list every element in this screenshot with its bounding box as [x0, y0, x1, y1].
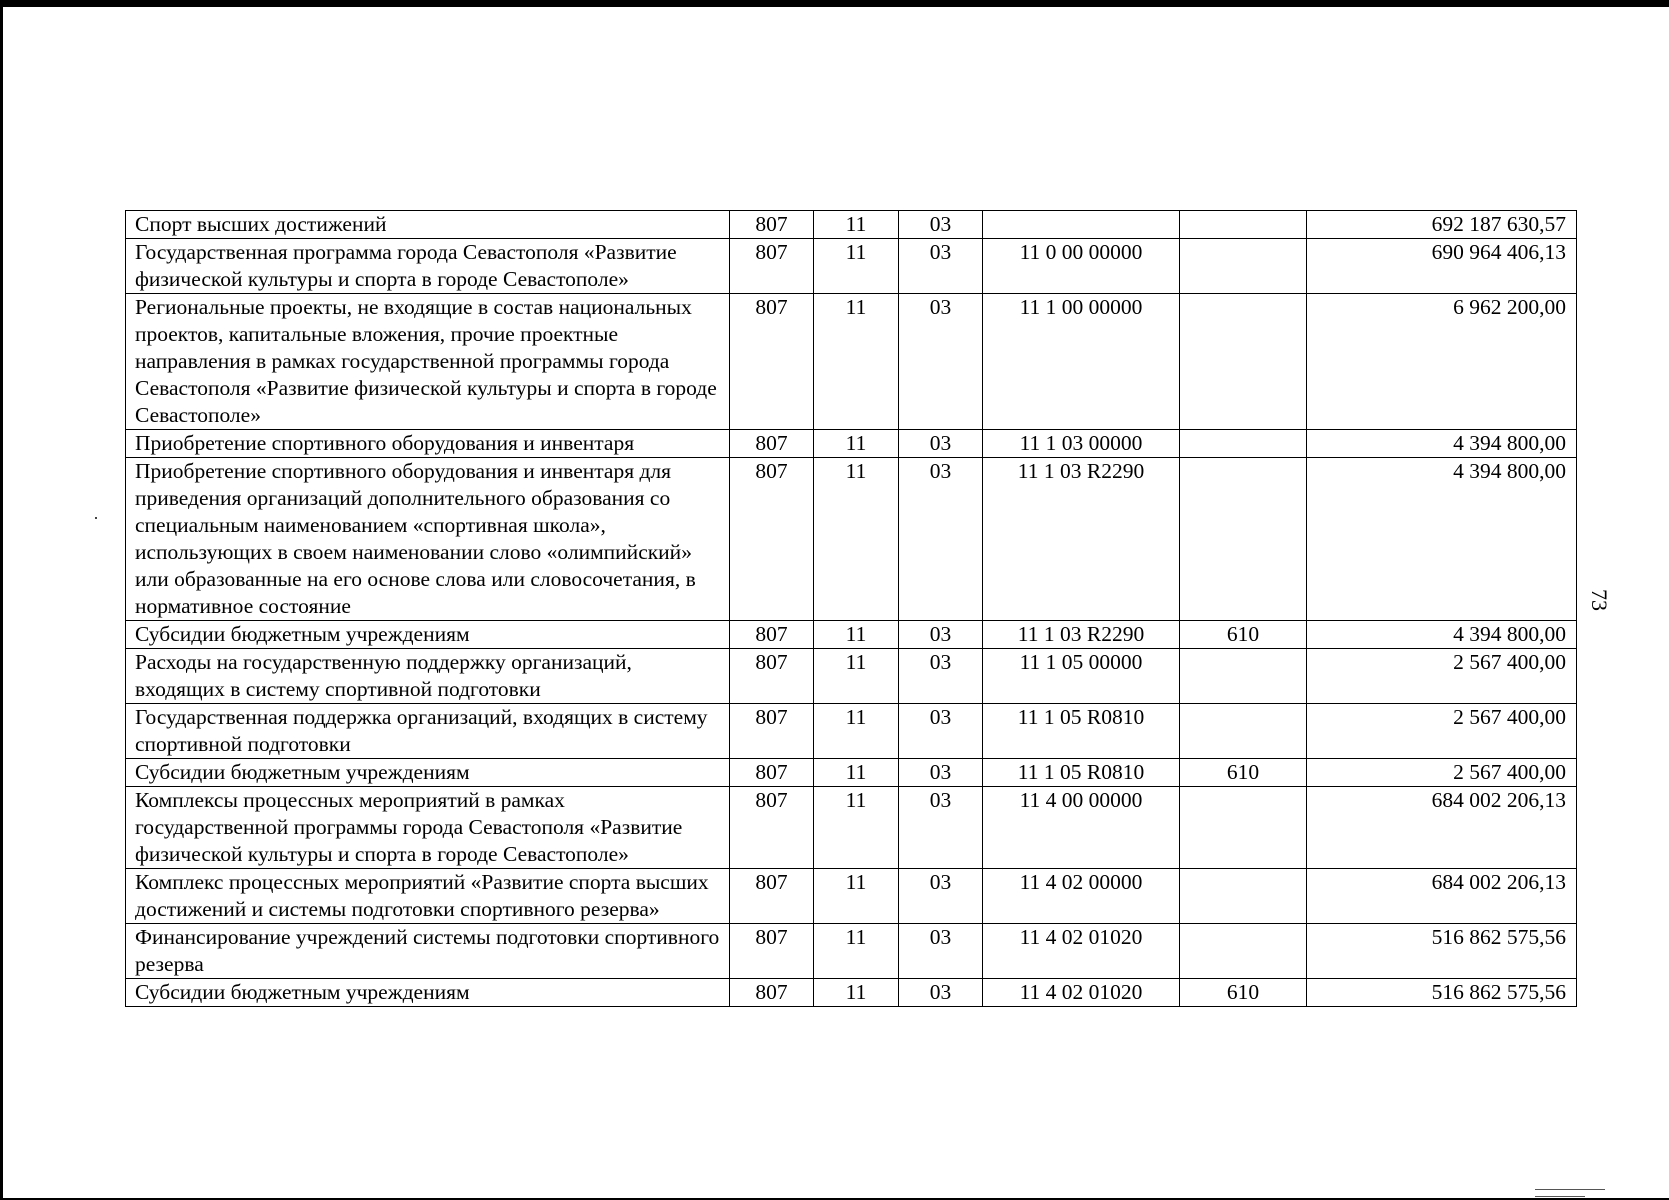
- amount-cell: 684 002 206,13: [1307, 869, 1577, 924]
- ministry-code-cell: 807: [730, 458, 814, 621]
- ministry-code-cell: 807: [730, 869, 814, 924]
- section-code-cell: 11: [814, 621, 899, 649]
- amount-cell: 516 862 575,56: [1307, 979, 1577, 1007]
- amount-cell: 690 964 406,13: [1307, 239, 1577, 294]
- budget-table: [125, 210, 1577, 1007]
- ministry-code-cell: 807: [730, 239, 814, 294]
- subsection-code-cell: 03: [899, 649, 983, 704]
- table-row: [126, 924, 1577, 979]
- ministry-code-cell: 807: [730, 704, 814, 759]
- scan-dash-mark: [1535, 1196, 1585, 1197]
- section-code-cell: 11: [814, 869, 899, 924]
- target-article-cell: 11 1 03 R2290: [983, 621, 1180, 649]
- subsection-code-cell: 03: [899, 979, 983, 1007]
- section-code-cell: 11: [814, 787, 899, 869]
- ministry-code-cell: 807: [730, 787, 814, 869]
- expense-type-cell: [1180, 924, 1307, 979]
- amount-cell: 4 394 800,00: [1307, 430, 1577, 458]
- budget-table-body: [126, 211, 1577, 1007]
- ministry-code-cell: 807: [730, 759, 814, 787]
- expense-type-cell: [1180, 239, 1307, 294]
- target-article-cell: 11 4 02 01020: [983, 924, 1180, 979]
- expense-name-cell: Финансирование учреждений системы подготовки спортивного резерва: [126, 924, 730, 979]
- table-row: [126, 649, 1577, 704]
- target-article-cell: 11 1 03 00000: [983, 430, 1180, 458]
- table-row: [126, 239, 1577, 294]
- section-code-cell: 11: [814, 430, 899, 458]
- target-article-cell: 11 0 00 00000: [983, 239, 1180, 294]
- subsection-code-cell: 03: [899, 869, 983, 924]
- expense-type-cell: [1180, 458, 1307, 621]
- amount-cell: 4 394 800,00: [1307, 458, 1577, 621]
- subsection-code-cell: 03: [899, 787, 983, 869]
- section-code-cell: 11: [814, 458, 899, 621]
- table-row: [126, 294, 1577, 430]
- target-article-cell: 11 1 05 00000: [983, 649, 1180, 704]
- target-article-cell: 11 4 00 00000: [983, 787, 1180, 869]
- expense-name-cell: Региональные проекты, не входящие в состав национальных проектов, капитальные вложения, прочие проектные направления в рамках государственной программы города Севастополя «Развитие физической культуры и спорта в городе Севастополе»: [126, 294, 730, 430]
- target-article-cell: 11 4 02 00000: [983, 869, 1180, 924]
- expense-name-cell: Государственная программа города Севастополя «Развитие физической культуры и спорта в городе Севастополе»: [126, 239, 730, 294]
- expense-type-cell: [1180, 649, 1307, 704]
- section-code-cell: 11: [814, 294, 899, 430]
- table-row: [126, 430, 1577, 458]
- section-code-cell: 11: [814, 239, 899, 294]
- subsection-code-cell: 03: [899, 239, 983, 294]
- table-row: [126, 458, 1577, 621]
- scan-edge-top: [0, 0, 1669, 7]
- amount-cell: 2 567 400,00: [1307, 704, 1577, 759]
- subsection-code-cell: 03: [899, 211, 983, 239]
- amount-cell: 6 962 200,00: [1307, 294, 1577, 430]
- expense-type-cell: 610: [1180, 621, 1307, 649]
- ministry-code-cell: 807: [730, 294, 814, 430]
- ministry-code-cell: 807: [730, 979, 814, 1007]
- expense-name-cell: Субсидии бюджетным учреждениям: [126, 759, 730, 787]
- ministry-code-cell: 807: [730, 924, 814, 979]
- section-code-cell: 11: [814, 979, 899, 1007]
- target-article-cell: 11 1 05 R0810: [983, 759, 1180, 787]
- section-code-cell: 11: [814, 924, 899, 979]
- expense-name-cell: Расходы на государственную поддержку организаций, входящих в систему спортивной подготовки: [126, 649, 730, 704]
- scan-edge-left: [0, 0, 3, 1200]
- expense-type-cell: [1180, 869, 1307, 924]
- target-article-cell: 11 1 00 00000: [983, 294, 1180, 430]
- scan-dash-mark: [1535, 1189, 1605, 1190]
- table-row: [126, 704, 1577, 759]
- subsection-code-cell: 03: [899, 704, 983, 759]
- expense-name-cell: Приобретение спортивного оборудования и инвентаря: [126, 430, 730, 458]
- expense-type-cell: [1180, 704, 1307, 759]
- target-article-cell: 11 1 03 R2290: [983, 458, 1180, 621]
- subsection-code-cell: 03: [899, 294, 983, 430]
- expense-type-cell: 610: [1180, 759, 1307, 787]
- target-article-cell: 11 1 05 R0810: [983, 704, 1180, 759]
- amount-cell: 2 567 400,00: [1307, 759, 1577, 787]
- section-code-cell: 11: [814, 211, 899, 239]
- scan-speck: [95, 517, 97, 519]
- amount-cell: 692 187 630,57: [1307, 211, 1577, 239]
- subsection-code-cell: 03: [899, 621, 983, 649]
- amount-cell: 516 862 575,56: [1307, 924, 1577, 979]
- subsection-code-cell: 03: [899, 759, 983, 787]
- ministry-code-cell: 807: [730, 649, 814, 704]
- amount-cell: 2 567 400,00: [1307, 649, 1577, 704]
- ministry-code-cell: 807: [730, 621, 814, 649]
- subsection-code-cell: 03: [899, 458, 983, 621]
- section-code-cell: 11: [814, 759, 899, 787]
- expense-type-cell: [1180, 211, 1307, 239]
- amount-cell: 684 002 206,13: [1307, 787, 1577, 869]
- table-row: [126, 759, 1577, 787]
- table-row: [126, 211, 1577, 239]
- table-row: [126, 787, 1577, 869]
- table-row: [126, 979, 1577, 1007]
- expense-name-cell: Комплекс процессных мероприятий «Развитие спорта высших достижений и системы подготовки спортивного резерва»: [126, 869, 730, 924]
- target-article-cell: 11 4 02 01020: [983, 979, 1180, 1007]
- page-number: 73: [1587, 589, 1612, 611]
- section-code-cell: 11: [814, 704, 899, 759]
- ministry-code-cell: 807: [730, 211, 814, 239]
- expense-name-cell: Государственная поддержка организаций, входящих в систему спортивной подготовки: [126, 704, 730, 759]
- expense-type-cell: [1180, 430, 1307, 458]
- expense-name-cell: Субсидии бюджетным учреждениям: [126, 621, 730, 649]
- subsection-code-cell: 03: [899, 924, 983, 979]
- expense-name-cell: Комплексы процессных мероприятий в рамках государственной программы города Севастополя «Развитие физической культуры и спорта в городе Севастополе»: [126, 787, 730, 869]
- expense-type-cell: [1180, 787, 1307, 869]
- amount-cell: 4 394 800,00: [1307, 621, 1577, 649]
- table-row: [126, 621, 1577, 649]
- subsection-code-cell: 03: [899, 430, 983, 458]
- expense-name-cell: Спорт высших достижений: [126, 211, 730, 239]
- expense-type-cell: 610: [1180, 979, 1307, 1007]
- target-article-cell: [983, 211, 1180, 239]
- ministry-code-cell: 807: [730, 430, 814, 458]
- table-row: [126, 869, 1577, 924]
- expense-name-cell: Приобретение спортивного оборудования и инвентаря для приведения организаций дополнительного образования со специальным наименованием «спортивная школа», использующих в своем наименовании слово «олимпийский» или образованные на его основе слова или словосочетания, в нормативное состояние: [126, 458, 730, 621]
- section-code-cell: 11: [814, 649, 899, 704]
- expense-name-cell: Субсидии бюджетным учреждениям: [126, 979, 730, 1007]
- expense-type-cell: [1180, 294, 1307, 430]
